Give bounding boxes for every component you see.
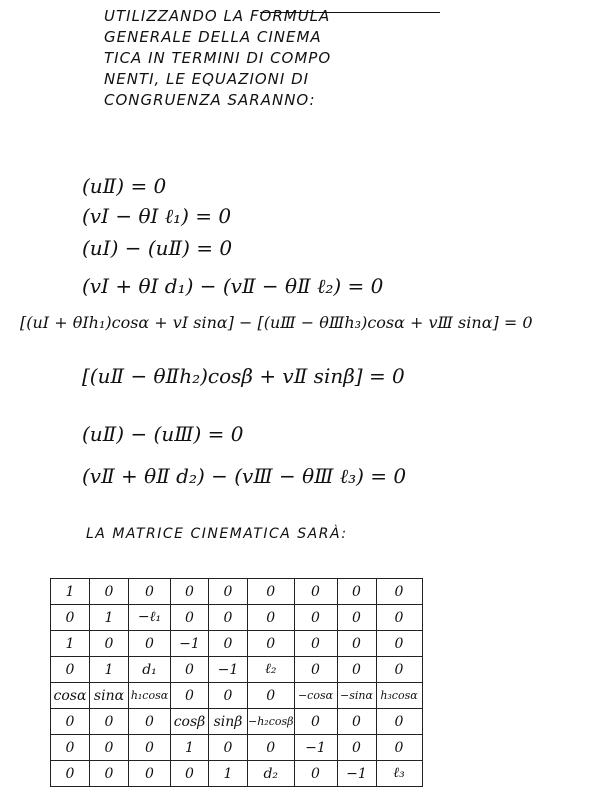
equation: (vⅠ − θⅠ ℓ₁) = 0 xyxy=(82,204,232,228)
matrix-cell: 0 xyxy=(376,579,422,605)
matrix-cell: d₁ xyxy=(129,657,171,683)
matrix-cell: 0 xyxy=(209,683,248,709)
matrix-caption: LA MATRICE CINEMATICA SARÀ: xyxy=(86,526,348,542)
equation: (uⅡ) − (uⅢ) = 0 xyxy=(82,422,244,446)
matrix-cell: cosα xyxy=(51,683,90,709)
matrix-row xyxy=(51,683,423,709)
matrix-cell: h₁cosα xyxy=(129,683,171,709)
matrix-row xyxy=(51,605,423,631)
matrix-cell: 0 xyxy=(376,631,422,657)
matrix-cell: 0 xyxy=(171,683,209,709)
matrix-cell: 0 xyxy=(376,709,422,735)
matrix-cell: 0 xyxy=(90,709,129,735)
matrix-cell: 0 xyxy=(90,579,129,605)
matrix-cell: 0 xyxy=(337,735,376,761)
matrix-cell: −cosα xyxy=(294,683,337,709)
matrix-row xyxy=(51,761,423,787)
matrix-cell: 0 xyxy=(337,579,376,605)
matrix-cell: 0 xyxy=(337,709,376,735)
intro-line: UTILIZZANDO LA FORMULA xyxy=(104,7,331,25)
matrix-cell: −ℓ₁ xyxy=(129,605,171,631)
matrix-cell: 1 xyxy=(51,631,90,657)
matrix-cell: 0 xyxy=(209,579,248,605)
equation: [(uⅠ + θⅠh₁)cosα + vⅠ sinα] − [(uⅢ − θⅢh₃)cosα + vⅢ sinα] = 0 xyxy=(20,313,533,332)
intro-line: CONGRUENZA SARANNO: xyxy=(104,91,316,109)
matrix-cell: 0 xyxy=(171,657,209,683)
matrix-row xyxy=(51,735,423,761)
equation: (uⅡ) = 0 xyxy=(82,174,167,198)
matrix-cell: 1 xyxy=(171,735,209,761)
matrix-cell: 0 xyxy=(129,579,171,605)
equation: (uⅠ) − (uⅡ) = 0 xyxy=(82,236,233,260)
matrix-cell: ℓ₂ xyxy=(248,657,295,683)
matrix-cell: d₂ xyxy=(248,761,295,787)
matrix-row xyxy=(51,657,423,683)
matrix-cell: 0 xyxy=(294,579,337,605)
intro-text xyxy=(104,6,434,111)
kinematic-matrix xyxy=(50,578,423,787)
matrix-cell: 0 xyxy=(209,735,248,761)
matrix-cell: 0 xyxy=(294,631,337,657)
matrix-cell: 0 xyxy=(248,579,295,605)
equation: [(uⅡ − θⅡh₂)cosβ + vⅡ sinβ] = 0 xyxy=(82,364,405,388)
matrix-cell: 0 xyxy=(171,761,209,787)
matrix-cell: 0 xyxy=(129,709,171,735)
matrix-cell: 0 xyxy=(248,735,295,761)
matrix-cell: 0 xyxy=(129,735,171,761)
matrix-cell: 0 xyxy=(51,709,90,735)
matrix-cell: 1 xyxy=(90,657,129,683)
intro-line: NENTI, LE EQUAZIONI DI xyxy=(104,70,310,88)
equation: (vⅠ + θⅠ d₁) − (vⅡ − θⅡ ℓ₂) = 0 xyxy=(82,274,384,298)
matrix-cell: 0 xyxy=(51,735,90,761)
matrix-cell: 0 xyxy=(337,631,376,657)
matrix-cell: 0 xyxy=(171,579,209,605)
matrix-cell: sinα xyxy=(90,683,129,709)
matrix-cell: 0 xyxy=(129,761,171,787)
matrix-cell: −1 xyxy=(209,657,248,683)
matrix-cell: 1 xyxy=(90,605,129,631)
matrix-cell: 0 xyxy=(294,761,337,787)
matrix-cell: 0 xyxy=(294,605,337,631)
matrix-cell: 0 xyxy=(171,605,209,631)
intro-line: TICA IN TERMINI DI COMPO xyxy=(104,49,332,67)
matrix-cell: 0 xyxy=(90,735,129,761)
matrix-cell: 0 xyxy=(337,657,376,683)
matrix-cell: ℓ₃ xyxy=(376,761,422,787)
matrix-cell: −1 xyxy=(294,735,337,761)
matrix-cell: 0 xyxy=(376,657,422,683)
intro-line: GENERALE DELLA CINEMA xyxy=(104,28,322,46)
matrix-cell: 1 xyxy=(209,761,248,787)
matrix-cell: 0 xyxy=(248,631,295,657)
matrix-cell: 0 xyxy=(129,631,171,657)
equation: (vⅡ + θⅡ d₂) − (vⅢ − θⅢ ℓ₃) = 0 xyxy=(82,464,407,488)
matrix-cell: 0 xyxy=(51,761,90,787)
matrix-cell: sinβ xyxy=(209,709,248,735)
matrix-cell: 0 xyxy=(376,735,422,761)
matrix-row xyxy=(51,709,423,735)
matrix-cell: −1 xyxy=(171,631,209,657)
matrix-cell: −sinα xyxy=(337,683,376,709)
matrix-cell: 1 xyxy=(51,579,90,605)
matrix-cell: h₃cosα xyxy=(376,683,422,709)
matrix-cell: 0 xyxy=(209,605,248,631)
matrix-cell: 0 xyxy=(51,605,90,631)
matrix-cell: 0 xyxy=(376,605,422,631)
matrix-cell: 0 xyxy=(209,631,248,657)
matrix-cell: 0 xyxy=(294,709,337,735)
matrix-cell: −h₂cosβ xyxy=(248,709,295,735)
matrix-cell: −1 xyxy=(337,761,376,787)
matrix-cell: cosβ xyxy=(171,709,209,735)
matrix-cell: 0 xyxy=(248,605,295,631)
matrix-cell: 0 xyxy=(90,631,129,657)
matrix-cell: 0 xyxy=(51,657,90,683)
matrix-cell: 0 xyxy=(248,683,295,709)
matrix-cell: 0 xyxy=(90,761,129,787)
matrix-cell: 0 xyxy=(337,605,376,631)
matrix-row xyxy=(51,631,423,657)
matrix-cell: 0 xyxy=(294,657,337,683)
matrix-row xyxy=(51,579,423,605)
